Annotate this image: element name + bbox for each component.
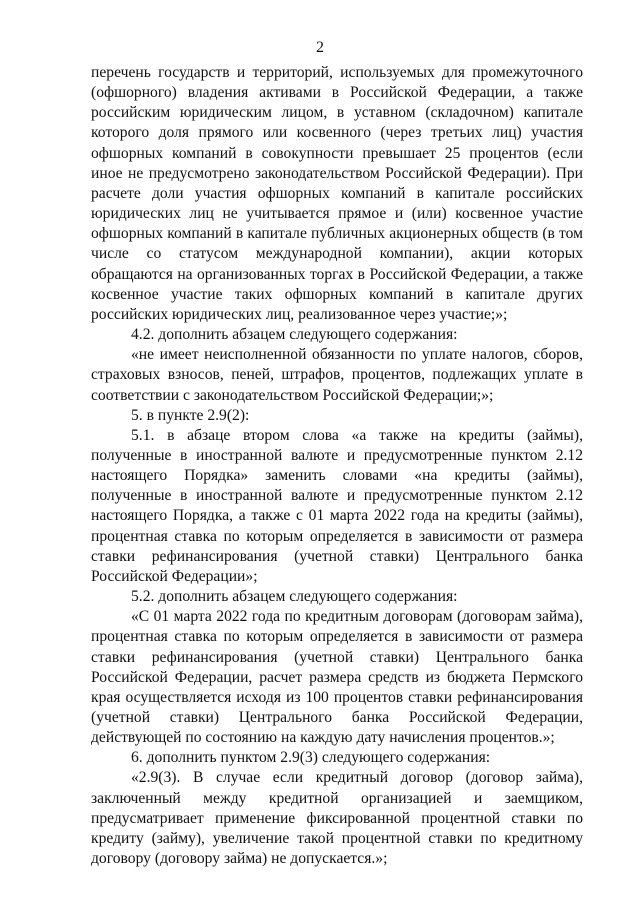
paragraph-item-5: 5. в пункте 2.9(2): xyxy=(131,406,250,424)
paragraph-item-6: 6. дополнить пунктом 2.9(3) следующего содержания: xyxy=(131,749,491,767)
paragraph-item-4-2: 4.2. дополнить абзацем следующего содержания: xyxy=(131,326,458,344)
paragraph-item-5-2: 5.2. дополнить абзацем следующего содержания: xyxy=(131,588,458,606)
page-number: 2 xyxy=(316,39,324,56)
document-body xyxy=(91,63,583,869)
paragraph-item-2-9-3: «2.9(3). В случае если кредитный договор (договор займа), заключенный между кредитной организацией и заемщиком, предусматривает применение фиксированной процентной ставки по кредиту (займу), увеличение такой процентной ставки по кредитному договору (договору займа) не допускается.»; xyxy=(91,769,583,868)
paragraph-offshore-list: перечень государств и территорий, используемых для промежуточного (офшорного) владения активами в Российской Федерации, а также российским юридическим лицом, в уставном (складочном) капитале которого доля прямого или косвенного (через третьих лиц) участия офшорных компаний в совокупности превышает 25 процентов (если иное не предусмотрено законодательством Российской Федерации). При расчете доли участия офшорных компаний в капитале российских юридических лиц не учитывается прямое и (или) косвенное участие офшорных компаний в капитале публичных акционерных обществ (в том числе со статусом международной компании), акции которых обращаются на организованных торгах в Российской Федерации, а также косвенное участие таких офшорных компаний в капитале других российских юридических лиц, реализованное через участие;»; xyxy=(91,64,583,323)
paragraph-item-5-1: 5.1. в абзаце втором слова «а также на кредиты (займы), полученные в иностранной валюте и предусмотренные пунктом 2.12 настоящего Порядка» заменить словами «на кредиты (займы), полученные в иностранной валюте и предусмотренные пунктом 2.12 настоящего Порядка, а также с 01 марта 2022 года на кредиты (займы), процентная ставка по которым определяется в зависимости от размера ставки рефинансирования (учетной ставки) Центрального банка Российской Федерации»; xyxy=(91,426,583,585)
paragraph-tax-obligations: «не имеет неисполненной обязанности по уплате налогов, сборов, страховых взносов, пеней, штрафов, процентов, подлежащих уплате в соответствии с законодательством Российской Федерации;»; xyxy=(91,346,583,404)
paragraph-march-2022-rate: «С 01 марта 2022 года по кредитным договорам (договорам займа), процентная ставка по которым определяется в зависимости от размера ставки рефинансирования (учетной ставки) Центрального банка Российской Федерации, расчет размера средств из бюджета Пермского края осуществляется исходя из 100 процентов ставки рефинансирования (учетной ставки) Центрального банка Российской Федерации, действующей по состоянию на каждую дату начисления процентов.»; xyxy=(91,608,583,747)
